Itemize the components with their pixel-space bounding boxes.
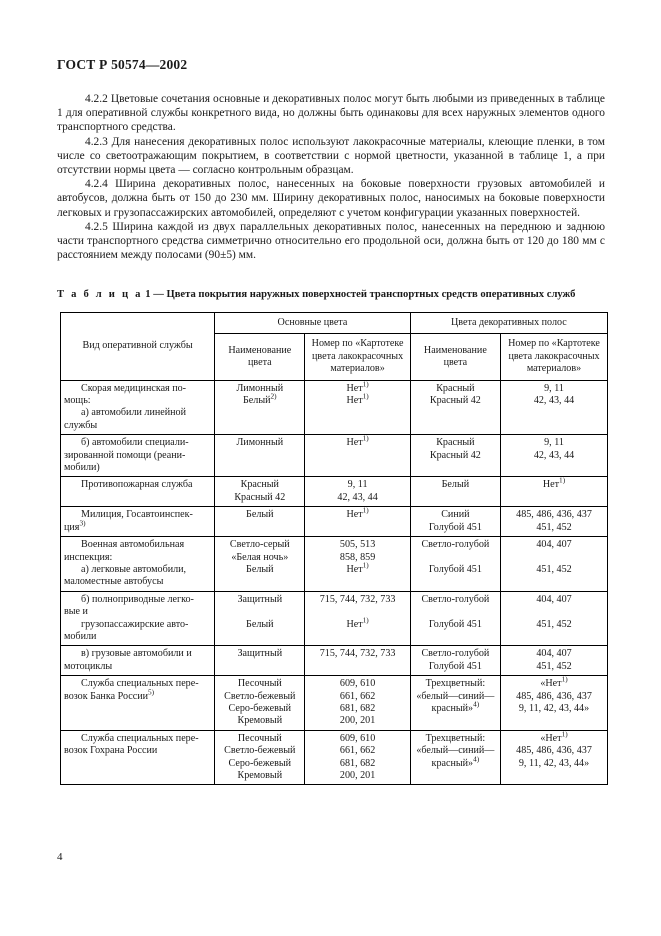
cell-decor-color-name: Синий Голубой 451 [410,507,500,537]
cell-main-color-number: 505, 513 858, 859 Нет$^{1)}$ [305,537,410,592]
cell-decor-color-name: Светло-голубой Голубой 451 [410,591,500,646]
table-row [61,730,608,785]
cell-decor-color-number: Нет$^{1)}$ [501,477,608,507]
colors-table [60,312,608,785]
cell-decor-color-number: «Нет$^{1)}$ 485, 486, 436, 437 9, 11, 42, 43, 44» [501,676,608,731]
cell-main-color-name: Защитный Белый [215,591,305,646]
cell-service-type: б) автомобили специали- зированной помощи (реани- мобили) [61,435,215,477]
cell-decor-color-number: 9, 11 42, 43, 44 [501,380,608,435]
table-caption-dash: — [153,289,164,300]
cell-service-type: Противопожарная служба [61,477,215,507]
cell-main-color-number: 609, 610 661, 662 681, 682 200, 201 [305,730,410,785]
cell-main-color-number: 609, 610 661, 662 681, 682 200, 201 [305,676,410,731]
paragraph-4-2-5: 4.2.5 Ширина каждой из двух параллельных декоративных полос, нанесенных на переднюю и заднюю части транспортного средства симметрично относительно его продольной оси, должна быть от 120 до 180 мм с расстоянием между полосами (90±5) мм. [57,220,605,262]
cell-decor-color-number: 404, 407 451, 452 [501,591,608,646]
body-text-block [57,92,605,262]
cell-main-color-name: Светло-серый «Белая ночь» Белый [215,537,305,592]
table-header-row-groups [61,313,608,334]
cell-main-color-number: Нет$^{1)}$ Нет$^{1)}$ [305,380,410,435]
paragraph-4-2-4: 4.2.4 Ширина декоративных полос, нанесенных на боковые поверхности грузовых автомобилей и автобусов, должна быть от 150 до 230 мм. Ширину декоративных полос, наносимых на боковые поверхности легковых и грузопассажирских автомобилей, определяют с учетом конфигурации указанных поверхностей. [57,178,605,219]
cell-main-color-name: Защитный [215,646,305,676]
cell-decor-color-number: 404, 407 451, 452 [501,537,608,592]
cell-service-type: б) полноприводные легко- вые и грузопассажирские авто- мобили [61,591,215,646]
cell-decor-color-name: Белый [410,477,500,507]
cell-decor-color-number: 485, 486, 436, 437 451, 452 [501,507,608,537]
paragraph-4-2-2: 4.2.2 Цветовые сочетания основные и декоративных полос могут быть любыми из приведенных в таблице 1 для оперативной службы конкретного вида, но должны быть одинаковы для всех наружных элементов одного транспортного средства. [57,93,605,134]
table-caption-text: Цвета покрытия наружных поверхностей транспортных средств оперативных служб [166,289,576,300]
table-caption [57,289,609,300]
cell-service-type: Служба специальных пере- возок Банка России$^{5)}$ [61,676,215,731]
standard-designation-header: ГОСТ Р 50574—2002 [57,57,188,72]
header-group-decor-colors: Цвета декоративных полос [410,313,607,334]
paragraph-4-2-3: 4.2.3 Для нанесения декоративных полос используют лакокрасочные материалы, клеющие пленки, в том числе со светоотражающим покрытием, в соответствии с нормой цветности, указанной в таблице 1, а при отсутствии нормы цвета — согласно контрольным образцам. [57,135,605,177]
cell-main-color-number: 9, 11 42, 43, 44 [305,477,410,507]
cell-decor-color-number: «Нет$^{1)}$ 485, 486, 436, 437 9, 11, 42, 43, 44» [501,730,608,785]
cell-main-color-name: Красный Красный 42 [215,477,305,507]
header-main-color-number: Номер по «Картотеке цвета лакокрасочных материалов» [305,334,410,380]
table-body [61,380,608,785]
table-row [61,477,608,507]
cell-main-color-name: Лимонный Белый$^{2)}$ [215,380,305,435]
cell-service-type: Скорая медицинская по- мощь: а) автомобили линейной службы [61,380,215,435]
cell-decor-color-number: 404, 407 451, 452 [501,646,608,676]
header-service: Вид оперативной службы [61,313,215,381]
cell-decor-color-name: Светло-голубой Голубой 451 [410,646,500,676]
cell-decor-color-name: Светло-голубой Голубой 451 [410,537,500,592]
cell-decor-color-name: Трехцветный: «белый—синий— красный»$^{4)}$ [410,730,500,785]
cell-main-color-name: Белый [215,507,305,537]
cell-decor-color-name: Красный Красный 42 [410,435,500,477]
table-row [61,676,608,731]
header-group-main-colors: Основные цвета [215,313,411,334]
cell-service-type: Военная автомобильная инспекция: а) легковые автомобили, маломестные автобусы [61,537,215,592]
header-decor-color-name: Наименование цвета [410,334,500,380]
table-caption-number: 1 [145,289,151,300]
page-number: 4 [57,851,63,863]
cell-main-color-number: Нет$^{1)}$ [305,507,410,537]
table-row [61,591,608,646]
cell-main-color-name: Лимонный [215,435,305,477]
cell-main-color-name: Песочный Светло-бежевый Серо-бежевый Кремовый [215,676,305,731]
cell-main-color-number: Нет$^{1)}$ [305,435,410,477]
table-row [61,507,608,537]
cell-service-type: Милиция, Госавтоинспек- ция$^{3)}$ [61,507,215,537]
table-caption-label: Т а б л и ц а [57,289,143,300]
cell-decor-color-name: Трехцветный: «белый—синий— красный»$^{4)}$ [410,676,500,731]
table-row [61,435,608,477]
cell-decor-color-name: Красный Красный 42 [410,380,500,435]
cell-main-color-number: 715, 744, 732, 733 Нет$^{1)}$ [305,591,410,646]
cell-decor-color-number: 9, 11 42, 43, 44 [501,435,608,477]
table-row [61,380,608,435]
table-row [61,537,608,592]
header-main-color-name: Наименование цвета [215,334,305,380]
header-decor-color-number: Номер по «Картотеке цвета лакокрасочных материалов» [501,334,608,380]
cell-main-color-name: Песочный Светло-бежевый Серо-бежевый Кремовый [215,730,305,785]
cell-service-type: в) грузовые автомобили и мотоциклы [61,646,215,676]
table-row [61,646,608,676]
cell-service-type: Служба специальных пере- возок Гохрана России [61,730,215,785]
cell-main-color-number: 715, 744, 732, 733 [305,646,410,676]
table-header [61,313,608,381]
